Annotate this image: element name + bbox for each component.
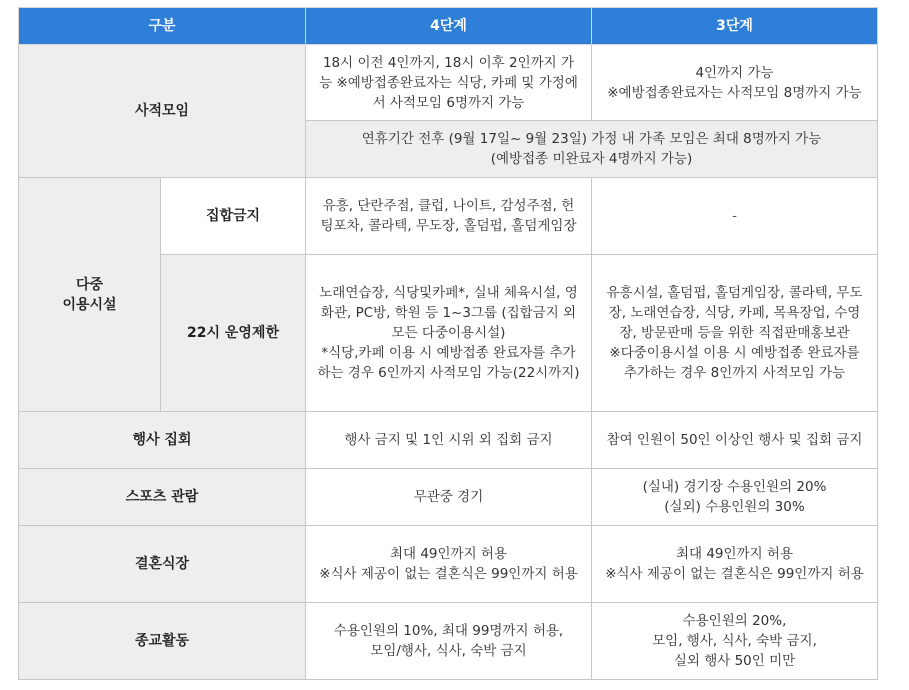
row-label-sports: 스포츠 관람 — [19, 469, 306, 526]
row-label-private-gathering: 사적모임 — [19, 45, 306, 178]
header-level4: 4단계 — [306, 8, 592, 45]
table-row — [19, 45, 878, 121]
header-level3: 3단계 — [592, 8, 878, 45]
table-row — [19, 412, 878, 469]
banned-level4: 유흥, 단란주점, 클럽, 나이트, 감성주점, 헌팅포차, 콜라텍, 무도장, 홀덤펍, 홀덤게임장 — [306, 178, 592, 255]
table-row — [19, 603, 878, 680]
row-label-wedding: 결혼식장 — [19, 526, 306, 603]
wedding-level4: 최대 49인까지 허용 ※식사 제공이 없는 결혼식은 99인까지 허용 — [306, 526, 592, 603]
sports-level3: (실내) 경기장 수용인원의 20% (실외) 수용인원의 30% — [592, 469, 878, 526]
events-level3: 참여 인원이 50인 이상인 행사 및 집회 금지 — [592, 412, 878, 469]
banned-level3: - — [592, 178, 878, 255]
distancing-rules-table — [18, 7, 878, 680]
sports-level4: 무관중 경기 — [306, 469, 592, 526]
curfew-level3: 유흥시설, 홀덤펍, 홀덤게임장, 콜라텍, 무도장, 노래연습장, 식당, 카페, 목욕장업, 수영장, 방문판매 등을 위한 직접판매홍보관 ※다중이용시설 이용 시 예방접종 완료자를 추가하는 경우 8인까지 사적모임 가능 — [592, 255, 878, 412]
religion-level4: 수용인원의 10%, 최대 99명까지 허용, 모임/행사, 식사, 숙박 금지 — [306, 603, 592, 680]
row-label-banned: 집합금지 — [161, 178, 306, 255]
row-label-events: 행사 집회 — [19, 412, 306, 469]
private-gathering-level4: 18시 이전 4인까지, 18시 이후 2인까지 가능 ※예방접종완료자는 식당, 카페 및 가정에서 사적모임 6명까지 가능 — [306, 45, 592, 121]
table-row — [19, 178, 878, 255]
private-gathering-holiday-note: 연휴기간 전후 (9월 17일~ 9월 23일) 가정 내 가족 모임은 최대 8명까지 가능 (예방접종 미완료자 4명까지 가능) — [306, 121, 878, 178]
private-gathering-level3: 4인까지 가능 ※예방접종완료자는 사적모임 8명까지 가능 — [592, 45, 878, 121]
wedding-level3: 최대 49인까지 허용 ※식사 제공이 없는 결혼식은 99인까지 허용 — [592, 526, 878, 603]
row-label-facilities: 다중 이용시설 — [19, 178, 161, 412]
header-category: 구분 — [19, 8, 306, 45]
table-row — [19, 526, 878, 603]
religion-level3: 수용인원의 20%, 모임, 행사, 식사, 숙박 금지, 실외 행사 50인 미만 — [592, 603, 878, 680]
header-row — [19, 8, 878, 45]
row-label-curfew: 22시 운영제한 — [161, 255, 306, 412]
table-row — [19, 469, 878, 526]
row-label-religion: 종교활동 — [19, 603, 306, 680]
curfew-level4: 노래연습장, 식당및카페*, 실내 체육시설, 영화관, PC방, 학원 등 1~3그룹 (집합금지 외 모든 다중이용시설) *식당,카페 이용 시 예방접종 완료자를 추가하는 경우 6인까지 사적모임 가능(22시까지) — [306, 255, 592, 412]
events-level4: 행사 금지 및 1인 시위 외 집회 금지 — [306, 412, 592, 469]
